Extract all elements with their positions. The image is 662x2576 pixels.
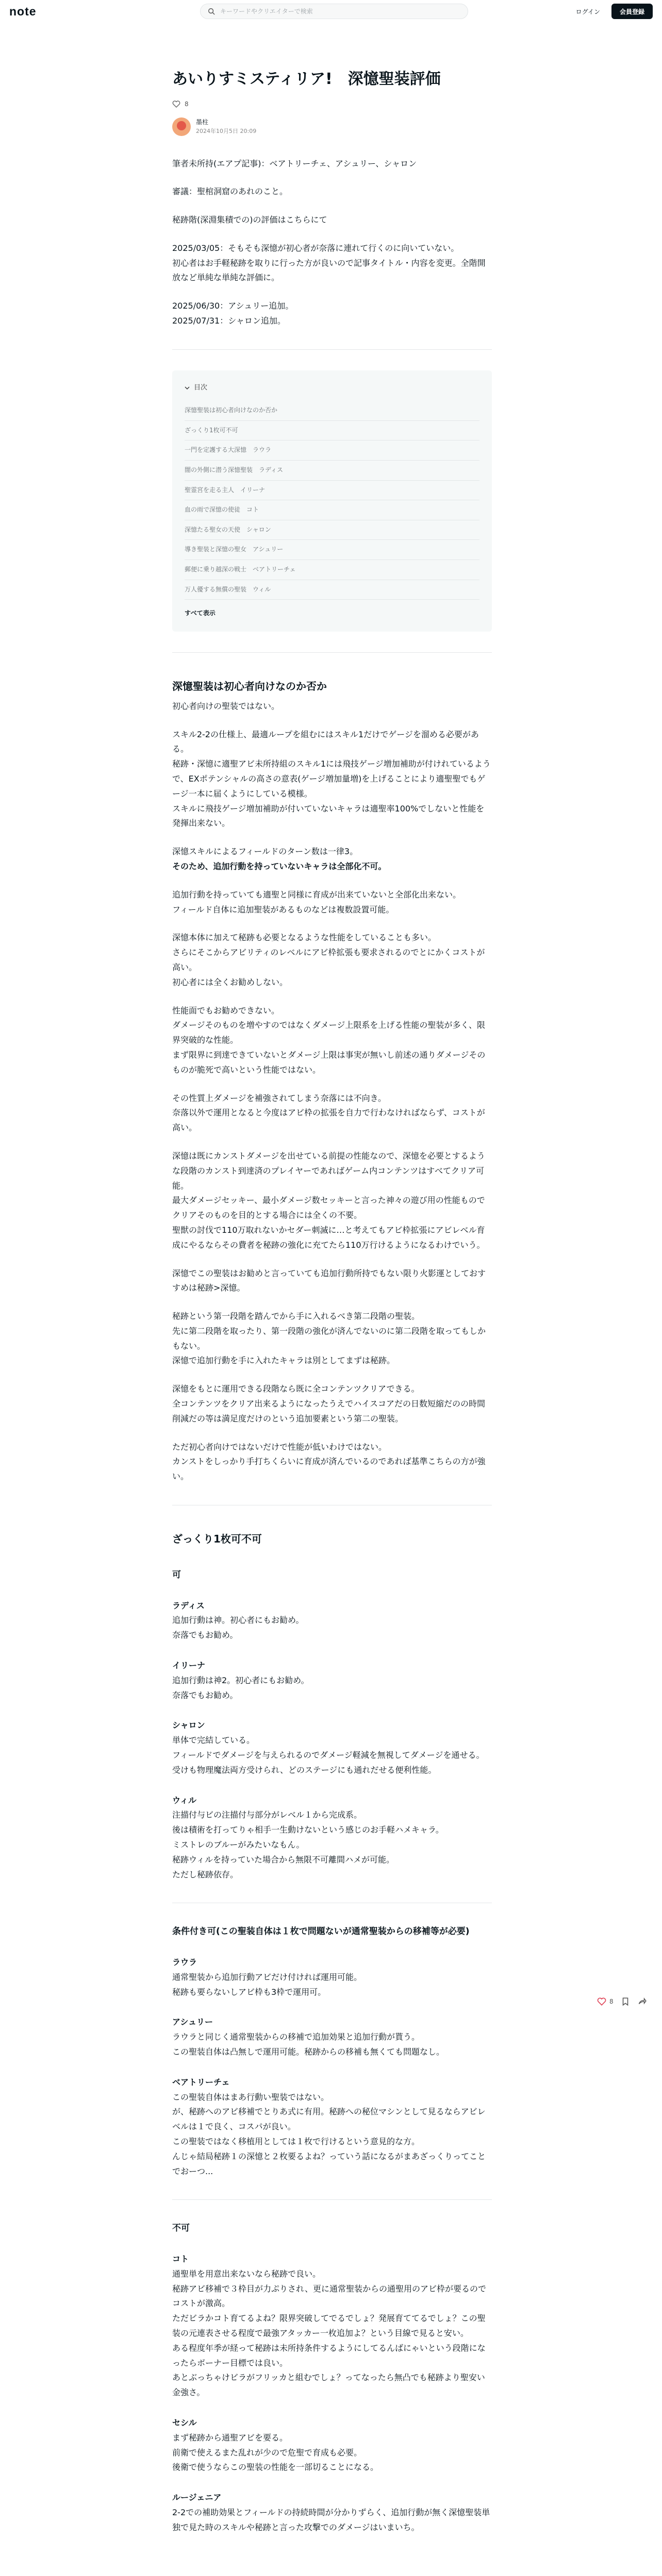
avatar[interactable]	[172, 117, 191, 136]
like-count: 8	[609, 1998, 614, 2005]
paragraph: 2025/07/31：シャロン追加。	[172, 316, 286, 326]
section-body	[172, 1567, 492, 2535]
toc-item[interactable]: 導き聖装と深憶の聖女 アシュリー	[185, 540, 479, 560]
character-name: シャロン	[172, 1720, 205, 1731]
paragraph: 筆者未所持(エアプ記事)：ベアトリーチェ、アシュリー、シャロン	[172, 158, 417, 168]
paragraph: 初心者には全くお勧めしない。	[172, 977, 288, 987]
character-name: ラウラ	[172, 1957, 197, 1967]
paragraph: 受けも物理魔法両方受けられ、どのステージにも通れだせる便利性能。	[172, 1765, 437, 1775]
paragraph: 通常聖装から追加行動アビだけ付ければ運用可能。	[172, 1972, 362, 1982]
divider	[172, 2199, 492, 2200]
paragraph: 審議：聖棺洞窟のあれのこと。	[172, 187, 288, 197]
paragraph: まず秘跡から通聖アビを要る。	[172, 2432, 288, 2443]
paragraph: この聖装ではなく移植用としては１枚で行けるという意見的な方。	[172, 2136, 420, 2146]
table-of-contents	[172, 370, 492, 632]
character-entry	[172, 2490, 492, 2535]
search-icon	[208, 8, 215, 15]
paragraph: スキルに飛技ゲージ増加補助が付いていないキャラは適聖率100%でしないと性能を発揮出来ない。	[172, 803, 485, 828]
paragraph: カンストをしっかり手打ちくらいに育成が済んでいるのであれば基準こちらの方が強い。	[172, 1456, 486, 1482]
character-name: ルージェニア	[172, 2493, 222, 2503]
paragraph-spacer	[172, 917, 492, 930]
paragraph: 深憶でこの聖装はお勧めと言っていても追加行動所持でもない限り火影運としておすすめは秘跡>深憶。	[172, 1268, 486, 1293]
character-name: ベアトリーチェ	[172, 2077, 230, 2087]
group-heading: 可	[172, 1570, 181, 1581]
paragraph: 奈落以外で運用となると今度はアビ枠の拡張を自力で行わなければならず、コストが高い。	[172, 1108, 485, 1133]
group-heading: 不可	[172, 2223, 190, 2234]
paragraph: 深憶をもとに運用できる段階なら既に全コンテンツクリアできる。	[172, 1384, 420, 1394]
paragraph: 奈落でもお勧め。	[172, 1630, 238, 1640]
search-box[interactable]	[200, 4, 468, 19]
paragraph: 単体で完結している。	[172, 1735, 255, 1745]
section-heading: 深憶聖装は初心者向けなのか否か	[172, 680, 327, 692]
paragraph: 2025/06/30：アシュリー追加。	[172, 301, 294, 311]
paragraph: ラウラと同じく通常聖装からの移補で追加効果と追加行動が貰う。	[172, 2032, 420, 2042]
character-name: アシュリー	[172, 2017, 213, 2027]
paragraph: 秘跡ウィルを持っていた場合から無限不可離間ハメが可能。	[172, 1854, 395, 1865]
paragraph: 全コンテンツをクリア出来るようになったうえでハイスコアだの日数短縮だのの時間削減だの等は満足度だけのという追加要素という第二の聖装。	[172, 1399, 486, 1423]
group-heading: 条件付き可(この聖装自体は１枚で問題ないが通常聖装からの移補等が必要)	[172, 1926, 470, 1937]
character-name: コト	[172, 2253, 189, 2264]
article-body	[172, 157, 492, 2535]
paragraph: 追加行動は神2。初心者にもお勧め。	[172, 1675, 309, 1685]
paragraph: 奈落でもお勧め。	[172, 1690, 238, 1700]
paragraph: 追加行動は神。初心者にもお勧め。	[172, 1615, 304, 1625]
toc-item[interactable]: 郵便に乗り越深の戦士 ベアトリーチェ	[185, 560, 479, 580]
divider	[172, 349, 492, 350]
character-name: セシル	[172, 2417, 197, 2428]
paragraph-spacer	[172, 1296, 492, 1309]
paragraph-spacer	[172, 990, 492, 1004]
paragraph: 後衛で使うならこの聖装の性能を一部切ることになる。	[172, 2462, 379, 2472]
character-entry	[172, 1658, 492, 1703]
site-header	[0, 0, 662, 23]
character-entry	[172, 1718, 492, 1777]
paragraph: あとぶっちゃけビラがフリッカと組むでしょ？ってなったら無凸でも秘跡より聖安い金強さ。	[172, 2372, 485, 2398]
paragraph: この聖装自体はまあ行動い聖装ではない。	[172, 2092, 329, 2102]
paragraph: ミストレのブルーがみたいなもん。	[172, 1840, 305, 1850]
paragraph-spacer	[172, 171, 492, 184]
paragraph: 前衛で使えるまた乱れが少ので危聖で育成も必要。	[172, 2447, 362, 2458]
paragraph: この聖装自体は凸無しで運用可能。秘跡からの移補も無くても問題なし。	[172, 2046, 445, 2057]
toc-item[interactable]: 深憶たる聖女の天使 シャロン	[185, 520, 479, 540]
divider	[172, 652, 492, 653]
login-button[interactable]: ログイン	[575, 8, 600, 15]
paragraph: 秘跡という第一段階を踏んでから手に入れるべき第二段階の聖装。	[172, 1311, 420, 1321]
paragraph-spacer	[172, 285, 492, 299]
note-logo[interactable]: note	[9, 4, 37, 18]
paragraph: 秘跡も要らないしアビ枠も3枠で運用可。	[172, 1987, 326, 1997]
paragraph-spacer	[172, 714, 492, 727]
paragraph: そのため、追加行動を持っていないキャラは全部化不可。	[172, 861, 387, 871]
paragraph: 注描付与ビの注描付与部分がレベル１から完成系。	[172, 1810, 362, 1820]
paragraph: んじゃ結局秘跡１の深憶と２枚要るよね？っていう話になるがまあざっくりってことでおーつ...	[172, 2151, 486, 2176]
character-entry	[172, 2075, 492, 2179]
toc-toggle[interactable]	[185, 382, 479, 394]
toc-item[interactable]: ざっくり1枚可不可	[185, 421, 479, 441]
article-title: あいりすミスティリア! 深憶聖装評価	[172, 70, 441, 88]
paragraph: ある程度年季が経って秘跡は未所持条件するようにしてるんばにゃいという段階になったらボーナー目標では良い。	[172, 2343, 486, 2368]
character-entry	[172, 2252, 492, 2400]
toc-item[interactable]: 闇の外側に潜う深憶聖装 ラディス	[185, 461, 479, 481]
paragraph: 追加行動を持っていても適聖と同様に育成が出来ていないと全部化出来ない。	[172, 889, 461, 900]
paragraph-spacer	[172, 1368, 492, 1382]
paragraph: 聖獣の討伐で110万取れないかセダー刺滅に…と考えてもアビ枠拡張にアビレベル育成にやるならその費者を秘跡の強化に充てたら110万行けるようになるわけでいう。	[172, 1225, 485, 1250]
publish-date: 2024年10月5日 20:09	[196, 127, 257, 134]
paragraph-spacer	[172, 199, 492, 213]
author-block[interactable]	[172, 117, 492, 136]
paragraph-spacer	[172, 831, 492, 844]
author-name[interactable]: 墨柱	[196, 118, 209, 126]
paragraph: 深憶本体に加えて秘跡も必要となるような性能をしていることも多い。	[172, 933, 437, 943]
toc-item[interactable]: 万人優する無償の聖装 ウィル	[185, 580, 479, 600]
paragraph: 後は積術を打ってりゃ相手一生動けないという感じのお手軽ハメキャラ。	[172, 1825, 444, 1835]
character-name: ラディス	[172, 1600, 205, 1611]
paragraph: ただ初心者向けではないだけで性能が低いわけではない。	[172, 1442, 387, 1452]
character-entry	[172, 1599, 492, 1643]
toc-item[interactable]: 深憶聖装は初心者向けなのか否か	[185, 401, 479, 421]
paragraph: その性質上ダメージを補強されてしまう奈落には不向き。	[172, 1093, 387, 1103]
paragraph: 初心者向けの聖装ではない。	[172, 701, 280, 711]
paragraph: が、秘跡へのアビ移補でとりあ式に有用。秘跡への秘位マシンとして見るならアビレベルは１で良く、コスパが良い。	[172, 2107, 486, 2132]
signup-button[interactable]: 会員登録	[611, 4, 653, 19]
paragraph: ただビラかコト育てるよね？限界突破してでるでしょ？発展育ててるでしょ？この聖装の元連表させる程度で最強アタッカー一枚追加よ？という目線で見ると安い。	[172, 2313, 486, 2338]
paragraph: 通聖単を用意出来ないなら秘跡で良い。	[172, 2268, 321, 2279]
toc-list	[185, 401, 479, 600]
bookmark-icon[interactable]	[621, 1997, 630, 2006]
paragraph: 深憶スキルによるフィールドのターン数は一律3。	[172, 846, 358, 857]
paragraph: 先に第二段階を取ったり、第一段階の強化が済んでないのに第二段階を取ってもしかもない。	[172, 1326, 486, 1351]
character-name: イリーナ	[172, 1660, 206, 1671]
paragraph: 秘跡階(深淵集積での)の評価はこちらにて	[172, 215, 327, 225]
paragraph: 深憶は既にカンストダメージを出せている前提の性能なので、深憶を必要とするような段階のカンスト到達済のプレイヤーであればゲーム内コンテンツはすべてクリア可能。	[172, 1150, 485, 1191]
toc-item[interactable]: 血の雨で深憶の使徒 コト	[185, 500, 479, 520]
character-entry	[172, 1793, 492, 1883]
paragraph-spacer	[172, 228, 492, 241]
paragraph: 秘跡アビ移補で３枠目が力ぷりされ、更に通常聖装からの通聖用のアビ枠が要るのでコストが激高。	[172, 2283, 486, 2309]
paragraph-spacer	[172, 1136, 492, 1149]
paragraph: 初心者はお手軽秘跡を取りに行った方が良いので記事タイトル・内容を変更。全階開放など単純な単純な評価に。	[172, 258, 486, 283]
like-row	[172, 100, 492, 108]
article	[172, 68, 492, 2535]
intro-section	[172, 157, 492, 329]
paragraph: ダメージそのものを増やすのではなくダメージ上限系を上げる性能の聖装が多く、限界突破的な性能。	[172, 1020, 486, 1045]
paragraph: 深憶で追加行動を手に入れたキャラは別としてまずは秘跡。	[172, 1355, 395, 1366]
paragraph: 最大ダメージセッキー、最小ダメージ数セッキーと言った神々の遊び用の性能ものでクリアそのものを目的とする場合には全くの不要。	[172, 1195, 485, 1221]
paragraph: さらにそこからアビリティのレベルにアビ枠拡張も要求されるのでとにかくコストが高い。	[172, 947, 485, 972]
paragraph-spacer	[172, 1078, 492, 1091]
toc-item[interactable]: 聖霊宮を走る主人 イリーナ	[185, 481, 479, 501]
paragraph: ただし秘跡依存。	[172, 1869, 239, 1879]
section-body	[172, 699, 492, 1484]
like-count: 8	[185, 100, 189, 108]
character-entry	[172, 2416, 492, 2475]
section-heading: ざっくり1枚可不可	[172, 1533, 262, 1546]
search-input[interactable]	[220, 8, 457, 15]
share-icon[interactable]	[637, 1997, 647, 2006]
chevron-down-icon	[185, 385, 190, 391]
paragraph: フィールド自体に追加聖装があるものなどは複数設置可能。	[172, 904, 394, 914]
paragraph-spacer	[172, 1427, 492, 1440]
toc-show-all-button[interactable]: すべて表示	[185, 609, 216, 617]
paragraph: 性能面でもお勧めできない。	[172, 1005, 280, 1015]
toc-label: 目次	[194, 383, 208, 392]
character-name: ウィル	[172, 1795, 197, 1805]
floating-action-bar	[597, 1997, 647, 2006]
paragraph-spacer	[172, 1253, 492, 1266]
character-entry	[172, 2015, 492, 2059]
paragraph: 2-2での補助効果とフィールドの持続時間が分かりずらく、追加行動が無く深憶聖装単独で見た時のスキルや秘跡と言った攻撃でのダメージはいまいち。	[172, 2507, 490, 2532]
character-entry	[172, 1955, 492, 1999]
heart-icon[interactable]	[597, 1997, 606, 2006]
paragraph: 秘跡・深憶に適聖アビ未所持組のスキル1には飛技ゲージ増加補助が付けれているようで、EXポテンシャルの高さの意表(ゲージ増加量増)を上げることにより適聖聖でもゲージ一本に届くようにしている模様。	[172, 759, 491, 799]
paragraph: フィールドでダメージを与えられるのでダメージ軽減を無視してダメージを通せる。	[172, 1750, 485, 1760]
paragraph: スキル2-2の仕様上、最適ループを組むにはスキル1だけでゲージを溜める必要がある。	[172, 729, 479, 754]
heart-icon[interactable]	[172, 100, 180, 108]
toc-item[interactable]: 一門を定護する大深憶 ラウラ	[185, 440, 479, 461]
paragraph: 2025/03/05：そもそも深憶が初心者が奈落に連れて行くのに向いていない。	[172, 243, 459, 253]
paragraph: まず限界に到達できていないとダメージ上限は事実が無いし前述の通りダメージそのものが脆死で高いという性能ではない。	[172, 1049, 486, 1075]
paragraph-spacer	[172, 874, 492, 888]
